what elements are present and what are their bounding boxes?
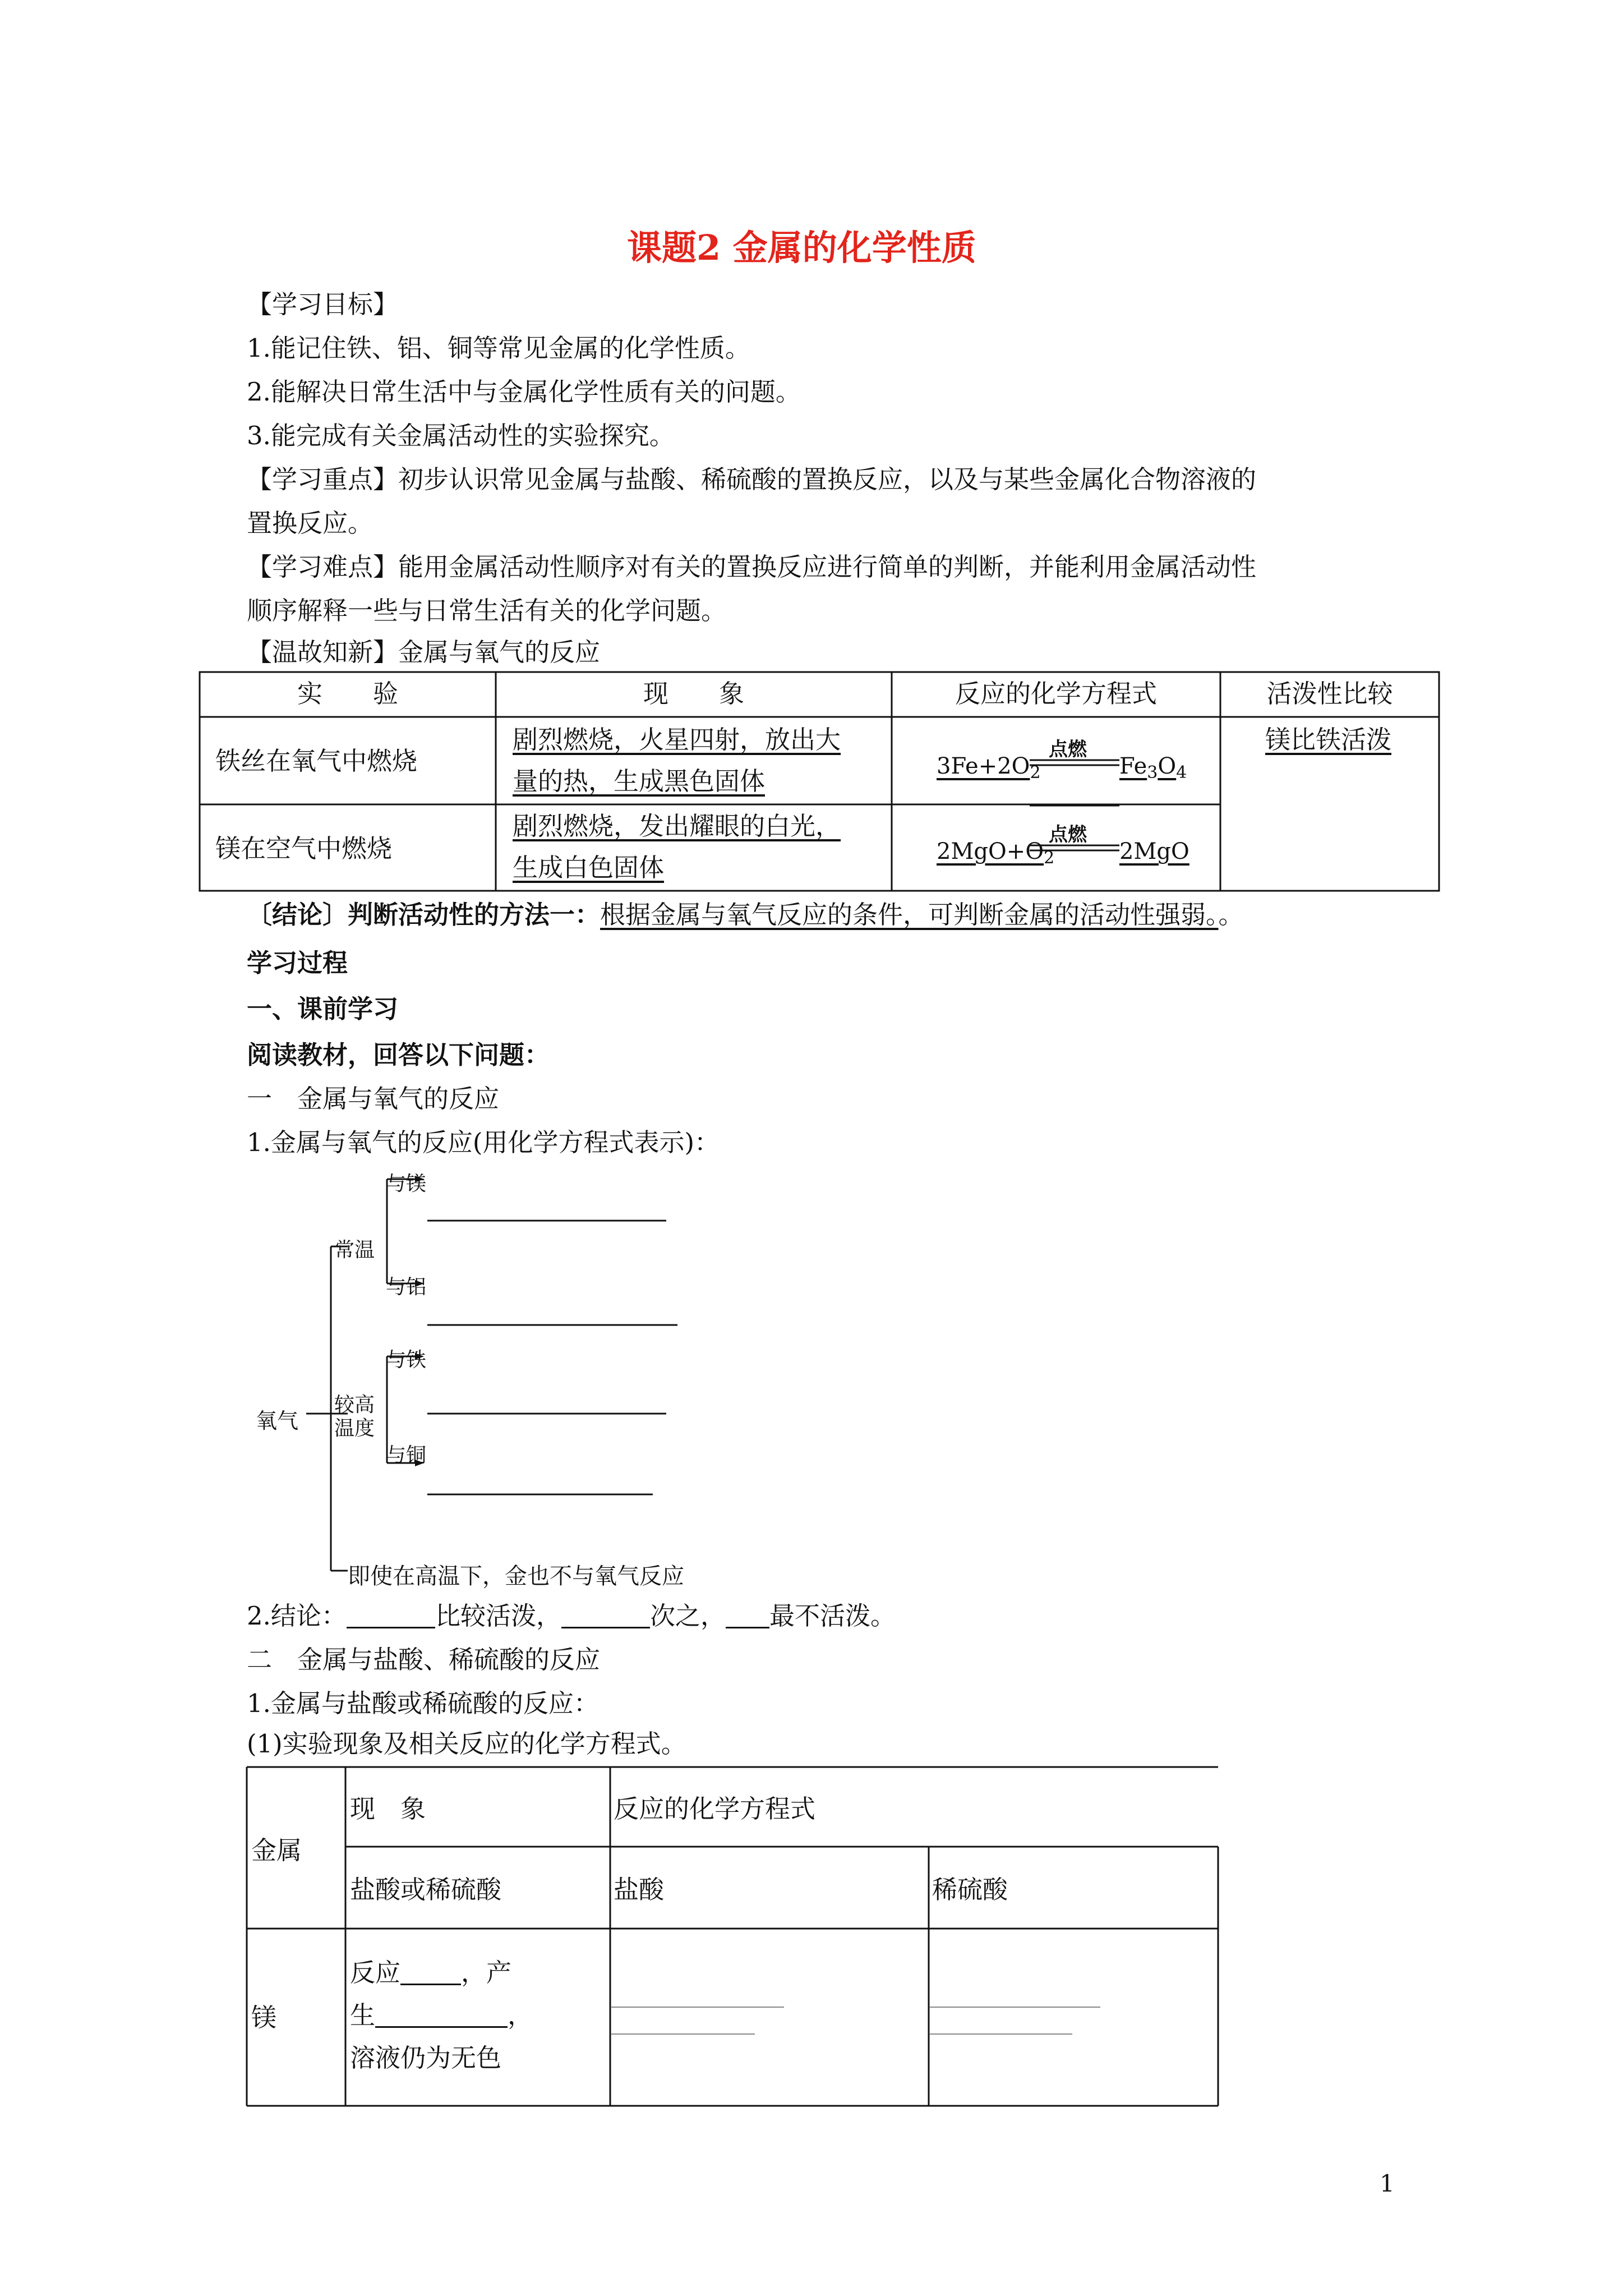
diagram-branch: 较高 xyxy=(334,1393,375,1416)
table1-phenomenon: 剧烈燃烧，发出耀眼的白光， xyxy=(513,811,841,841)
table1-header-equation: 反应的化学方程式 xyxy=(955,679,1157,708)
answer-blank[interactable] xyxy=(375,2004,508,2028)
conclusion-label: 〔结论〕判断活动性的方法一： xyxy=(247,900,601,930)
review-header: 【温故知新】金属与氧气的反应 xyxy=(247,637,601,667)
process-title: 学习过程 xyxy=(247,948,348,978)
diagram-leaf: 与铝 xyxy=(386,1276,427,1299)
equation-left: 2MgO+O xyxy=(937,839,1044,864)
text: 2.结论： xyxy=(247,1601,347,1631)
table1-header-phenomenon: 现 象 xyxy=(643,679,744,708)
table1-experiment: 铁丝在氧气中燃烧 xyxy=(215,746,418,776)
table1-header-activity: 活泼性比较 xyxy=(1266,679,1393,708)
diagram-branch: 常温 xyxy=(334,1239,375,1262)
table2-metal: 镁 xyxy=(251,2003,277,2032)
table2-header-equation: 反应的化学方程式 xyxy=(614,1794,816,1824)
equation-left: 3Fe+2O xyxy=(937,753,1030,779)
table1-phenomenon: 生成白色固体 xyxy=(513,853,665,882)
subscript: 4 xyxy=(1176,763,1187,783)
difficulty-line: 顺序解释一些与日常生活有关的化学问题。 xyxy=(247,596,727,625)
diagram-gold-note: 即使在高温下，金也不与氧气反应 xyxy=(348,1563,684,1589)
table1-header-experiment: 实 验 xyxy=(297,679,398,708)
text: ， xyxy=(508,2000,533,2030)
table2-phenomenon: 溶液仍为无色 xyxy=(350,2043,502,2073)
objective-item: 3.能完成有关金属活动性的实验探究。 xyxy=(247,421,675,450)
text: 最不活泼。 xyxy=(769,1601,896,1631)
text: 次之， xyxy=(649,1601,726,1631)
reaction-condition: 点燃 xyxy=(1049,738,1087,761)
table2-header-h2so4: 稀硫酸 xyxy=(932,1875,1008,1904)
table2-header-hcl: 盐酸 xyxy=(614,1875,665,1904)
activity-comparison: 镁比铁活泼 xyxy=(1265,725,1392,754)
text: ，产 xyxy=(461,1958,512,1987)
table2-phenomenon xyxy=(350,1960,511,1985)
formula-part: Fe xyxy=(1119,753,1147,779)
objectives-header: 【学习目标】 xyxy=(247,289,399,319)
diagram-leaf: 与铜 xyxy=(386,1444,427,1467)
difficulty-line: 【学习难点】能用金属活动性顺序对有关的置换反应进行简单的判断，并能利用金属活动性 xyxy=(247,552,1257,582)
subscript: 2 xyxy=(1030,763,1041,783)
diagram-leaf: 与铁 xyxy=(386,1349,427,1372)
table1-experiment: 镁在空气中燃烧 xyxy=(215,834,393,863)
formula-part: O xyxy=(1158,753,1177,779)
table1-phenomenon: 剧烈燃烧，火星四射，放出大 xyxy=(513,725,841,754)
answer-blank[interactable] xyxy=(400,1961,461,1985)
text: 生 xyxy=(350,2000,376,2030)
conclusion-tail: 。 xyxy=(1218,900,1244,930)
objective-item: 1.能记住铁、铝、铜等常见金属的化学性质。 xyxy=(247,333,750,363)
table2-header-metal: 金属 xyxy=(251,1835,302,1865)
table2-phenomenon xyxy=(350,2000,533,2030)
text: 比较活泼， xyxy=(435,1601,561,1631)
text: 反应 xyxy=(350,1958,401,1987)
subscript: 2 xyxy=(1044,848,1055,868)
question: 1.金属与盐酸或稀硫酸的反应： xyxy=(247,1688,599,1718)
table2-header-phenomenon: 现 象 xyxy=(350,1794,426,1824)
section-heading: 二 金属与盐酸、稀硫酸的反应 xyxy=(247,1645,601,1674)
question: 1.金属与氧气的反应(用化学方程式表示)： xyxy=(247,1128,720,1157)
diagram-root: 氧气 xyxy=(256,1409,299,1433)
page-number: 1 xyxy=(1380,2170,1395,2197)
subscript: 3 xyxy=(1147,763,1158,783)
reaction-condition: 点燃 xyxy=(1049,823,1087,846)
diagram-branch: 温度 xyxy=(334,1417,375,1440)
key-point-line: 【学习重点】初步认识常见金属与盐酸、稀硫酸的置换反应，以及与某些金属化合物溶液的 xyxy=(247,464,1257,494)
question: (1)实验现象及相关反应的化学方程式。 xyxy=(247,1729,686,1759)
objective-item: 2.能解决日常生活中与金属化学性质有关的问题。 xyxy=(247,377,801,407)
diagram-leaf: 与镁 xyxy=(386,1172,427,1195)
subsection-heading: 一 金属与氧气的反应 xyxy=(247,1084,500,1114)
conclusion-text: 根据金属与氧气反应的条件，可判断金属的活动性强弱。 xyxy=(600,900,1219,930)
instruction: 阅读教材，回答以下问题： xyxy=(247,1040,550,1070)
key-point-line: 置换反应。 xyxy=(247,508,374,538)
table2-header-acid: 盐酸或稀硫酸 xyxy=(350,1875,502,1904)
equation-right: 2MgO xyxy=(1119,839,1189,864)
section-heading: 一、课前学习 xyxy=(247,994,399,1024)
table1-phenomenon: 量的热，生成黑色固体 xyxy=(513,766,766,796)
page-title: 课题2 金属的化学性质 xyxy=(627,227,976,268)
